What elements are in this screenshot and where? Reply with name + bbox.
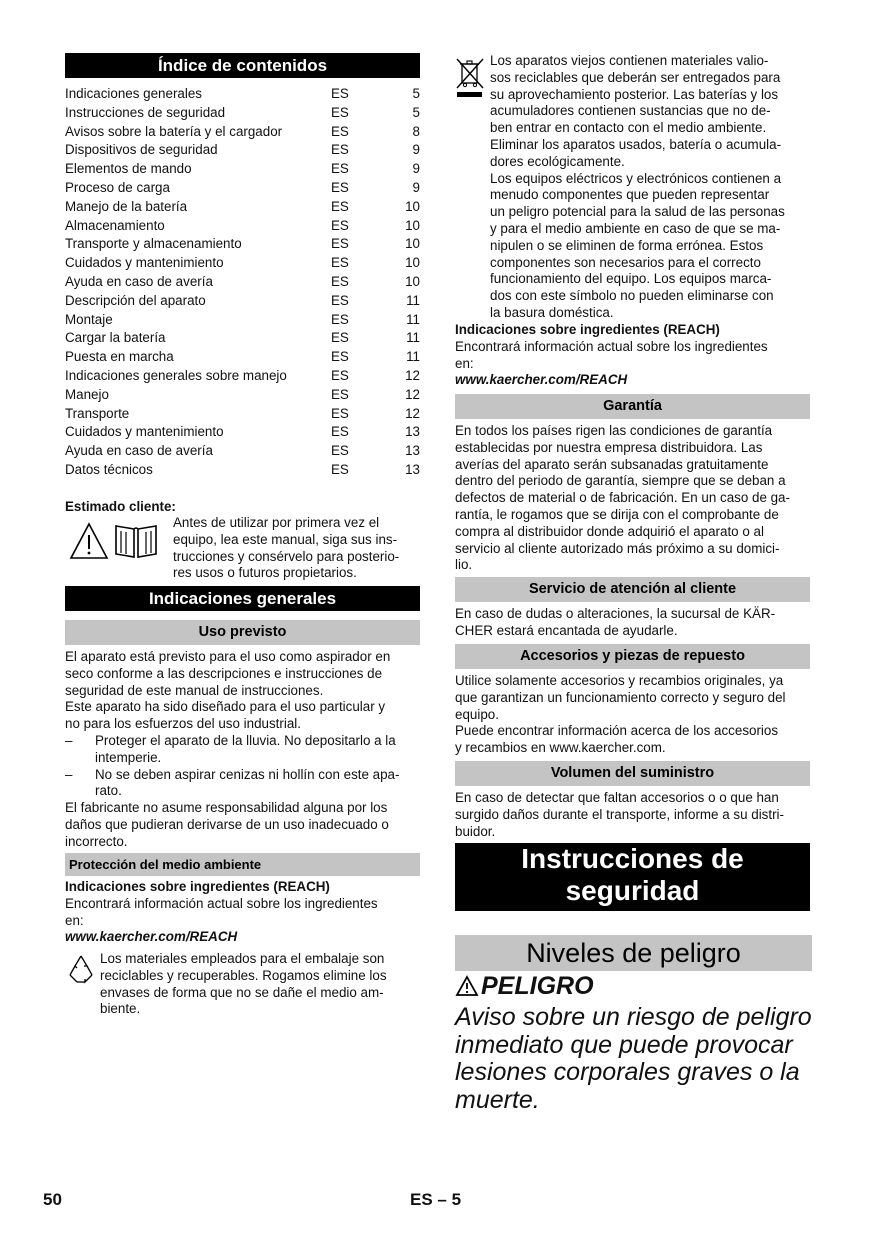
service-line: En caso de dudas o alteraciones, la sucursal de KÄR-: [455, 606, 776, 621]
toc-title: Descripción del aparato: [65, 292, 206, 308]
toc-row[interactable]: [65, 367, 420, 386]
toc-page: 12: [405, 386, 420, 402]
levels-heading: Niveles de peligro: [455, 935, 812, 971]
customer-text: [173, 515, 423, 582]
supply-line: buidor.: [455, 823, 496, 839]
toc-row[interactable]: [65, 348, 420, 367]
weee-line: dores ecológicamente.: [490, 153, 625, 169]
toc-title: Elementos de mando: [65, 161, 192, 177]
toc-title: Almacenamiento: [65, 217, 165, 233]
reach-block-right: [455, 322, 813, 389]
toc-lang: ES: [331, 273, 349, 289]
toc-lang: ES: [331, 386, 349, 402]
bullet-line: Proteger el aparato de la lluvia. No depositarlo a la: [95, 732, 396, 748]
toc-title: Avisos sobre la batería y el cargador: [65, 123, 283, 139]
use-line: seco conforme a las descripciones e instrucciones de: [65, 665, 383, 681]
danger-title: [455, 971, 815, 1004]
use-line: Este aparato ha sido diseñado para el uso particular y: [65, 699, 386, 715]
toc-row[interactable]: [65, 217, 420, 236]
toc-row[interactable]: [65, 329, 420, 348]
page-number: 50: [43, 1190, 62, 1209]
reach-title: Indicaciones sobre ingredientes (REACH): [455, 322, 720, 337]
toc-lang: ES: [331, 123, 349, 139]
customer-line: equipo, lea este manual, siga sus ins-: [173, 531, 398, 547]
toc-title: Puesta en marcha: [65, 349, 174, 365]
toc-lang: ES: [331, 461, 349, 477]
toc-lang: ES: [331, 330, 349, 346]
toc-page: 10: [405, 236, 420, 252]
toc-title: Montaje: [65, 311, 113, 327]
toc-row[interactable]: [65, 160, 420, 179]
accessories-line: equipo.: [455, 706, 499, 722]
use-heading: Uso previsto: [65, 620, 420, 645]
supply-line: En caso de detectar que faltan accesorios o o que han: [455, 790, 779, 805]
weee-line: Los equipos eléctricos y electrónicos contienen a: [490, 170, 782, 186]
toc-title: Ayuda en caso de avería: [65, 273, 213, 289]
toc-title: Transporte y almacenamiento: [65, 236, 242, 252]
danger-label: PELIGRO: [481, 972, 594, 1000]
bullet-item: [65, 767, 423, 801]
danger-line: muerte.: [455, 1085, 540, 1114]
toc-page: 10: [405, 217, 420, 233]
warranty-line: defectos de material o de fabricación. En un caso de ga-: [455, 490, 790, 506]
supply-heading: Volumen del suministro: [455, 761, 810, 786]
toc-title: Cargar la batería: [65, 330, 166, 346]
weee-line: nipulen o se eliminen de forma errónea. Estos: [490, 237, 764, 253]
toc-title: Indicaciones generales sobre manejo: [65, 367, 287, 383]
service-text: [455, 606, 813, 640]
toc-lang: ES: [331, 349, 349, 365]
reach-link[interactable]: www.kaercher.com/REACH: [65, 929, 238, 945]
toc-row[interactable]: [65, 85, 420, 104]
weee-line: un peligro potencial para la salud de las personas: [490, 204, 785, 220]
toc-row[interactable]: [65, 292, 420, 311]
toc-list: [65, 85, 420, 480]
toc-page: 9: [412, 142, 420, 158]
customer-line: trucciones y consérvelo para posterio-: [173, 548, 400, 564]
warning-triangle-icon: [69, 522, 109, 560]
toc-lang: ES: [331, 405, 349, 421]
recycle-line: Los materiales empleados para el embalaje son: [100, 951, 385, 966]
service-heading: Servicio de atención al cliente: [455, 577, 810, 602]
danger-line: inmediato que puede provocar: [455, 1030, 793, 1059]
recycle-icon: [65, 953, 97, 985]
toc-lang: ES: [331, 198, 349, 214]
toc-page: 9: [412, 161, 420, 177]
toc-row[interactable]: [65, 311, 420, 330]
safety-heading: [455, 843, 810, 911]
toc-lang: ES: [331, 236, 349, 252]
service-line: CHER estará encantada de ayudarle.: [455, 622, 678, 638]
manual-book-icon: [113, 522, 159, 560]
warranty-line: establecidas por nuestra empresa distribuidora. Las: [455, 439, 763, 455]
crossed-bin-icon: [455, 56, 485, 98]
toc-lang: ES: [331, 424, 349, 440]
toc-page: 13: [405, 443, 420, 459]
recycle-line: reciclables y recuperables. Rogamos elimine los: [100, 967, 387, 983]
toc-lang: ES: [331, 443, 349, 459]
weee-line: menudo componentes que pueden representar: [490, 187, 770, 203]
toc-lang: ES: [331, 255, 349, 271]
weee-line: funcionamiento del equipo. Los equipos marca-: [490, 271, 772, 287]
toc-title: Instrucciones de seguridad: [65, 104, 226, 120]
accessories-line: y recambios en www.kaercher.com.: [455, 740, 666, 756]
accessories-text: [455, 673, 813, 757]
weee-text: [490, 53, 815, 322]
weee-line: sos reciclables que deberán ser entregados para: [490, 69, 781, 85]
customer-title: Estimado cliente:: [65, 499, 176, 514]
use-line: daños que pudieran derivarse de un uso inadecuado o: [65, 816, 389, 832]
toc-row[interactable]: [65, 198, 420, 217]
danger-block: [455, 971, 815, 1114]
warranty-line: averías del aparato serán subsanadas gratuitamente: [455, 456, 769, 472]
use-line: incorrecto.: [65, 833, 128, 849]
toc-lang: ES: [331, 104, 349, 120]
reach-line: Encontrará información actual sobre los ingredientes: [455, 338, 768, 354]
safety-heading-line: seguridad: [565, 875, 700, 906]
weee-line: componentes son necesarios para el correcto: [490, 254, 761, 270]
customer-line: res usos o futuros propietarios.: [173, 565, 357, 581]
use-line: El aparato está previsto para el uso como aspirador en: [65, 649, 391, 664]
warranty-line: dentro del periodo de garantía, siempre que se deban a: [455, 473, 786, 489]
reach-line: en:: [455, 355, 474, 371]
toc-page: 13: [405, 424, 420, 440]
weee-line: y para el medio ambiente en caso de que se ma-: [490, 220, 781, 236]
toc-title: Indicaciones generales: [65, 86, 202, 101]
reach-line: en:: [65, 912, 84, 928]
toc-page: 11: [406, 292, 420, 308]
toc-lang: ES: [331, 142, 349, 158]
toc-lang: ES: [331, 86, 349, 101]
danger-line: lesiones corporales graves o la: [455, 1058, 800, 1086]
bullet-line: No se deben aspirar cenizas ni hollín con este apa-: [95, 766, 400, 782]
use-line: no para los esfuerzos del uso industrial.: [65, 716, 301, 732]
toc-title: Proceso de carga: [65, 179, 170, 195]
toc-page: 9: [412, 179, 420, 195]
use-line: El fabricante no asume responsabilidad alguna por los: [65, 800, 388, 816]
danger-line: Aviso sobre un riesgo de peligro: [455, 1003, 812, 1031]
general-heading: Indicaciones generales: [65, 586, 420, 611]
env-heading: Protección del medio ambiente: [65, 853, 420, 876]
warranty-heading: Garantía: [455, 394, 810, 419]
toc-title: Datos técnicos: [65, 461, 153, 477]
dash-marker: –: [65, 732, 73, 748]
bullet-line: rato.: [95, 783, 122, 799]
warranty-line: En todos los países rigen las condiciones de garantía: [455, 423, 773, 438]
dash-marker: –: [65, 766, 73, 782]
warranty-line: lio.: [455, 557, 473, 573]
toc-row[interactable]: [65, 461, 420, 480]
safety-heading-line: Instrucciones de: [521, 843, 744, 874]
warning-triangle-icon: [455, 974, 481, 1004]
toc-title: Manejo: [65, 386, 109, 402]
toc-row[interactable]: [65, 442, 420, 461]
weee-line: su aprovechamiento posterior. Las baterías y los: [490, 86, 779, 102]
toc-row[interactable]: [65, 405, 420, 424]
weee-line: Los aparatos viejos contienen materiales valio-: [490, 53, 769, 68]
bullet-item: [65, 733, 423, 767]
recycle-line: biente.: [100, 1001, 141, 1017]
weee-line: dos con este símbolo no pueden eliminarse con: [490, 288, 774, 304]
weee-line: acumuladores contienen sustancias que no de-: [490, 103, 771, 119]
warranty-line: rantía, le rogamos que se dirija con el comprobante de: [455, 506, 779, 522]
toc-page: 12: [405, 405, 420, 421]
toc-lang: ES: [331, 311, 349, 327]
toc-row[interactable]: [65, 235, 420, 254]
toc-page: 8: [412, 123, 420, 139]
toc-lang: ES: [331, 367, 349, 383]
weee-line: la basura doméstica.: [490, 304, 614, 320]
toc-lang: ES: [331, 161, 349, 177]
toc-row[interactable]: [65, 386, 420, 405]
toc-lang: ES: [331, 217, 349, 233]
recycle-line: envases de forma que no se dañe el medio am-: [100, 984, 384, 1000]
toc-title: Cuidados y mantenimiento: [65, 255, 224, 271]
toc-page: 5: [412, 104, 420, 120]
toc-page: 11: [406, 330, 420, 346]
toc-page: 11: [406, 349, 420, 365]
toc-page: 10: [405, 198, 420, 214]
weee-line: Eliminar los aparatos usados, batería o acumula-: [490, 136, 782, 152]
toc-page: 12: [405, 367, 420, 383]
reach-title: Indicaciones sobre ingredientes (REACH): [65, 879, 330, 894]
accessories-line: Puede encontrar información acerca de los accesorios: [455, 723, 779, 739]
toc-row[interactable]: [65, 104, 420, 123]
toc-row[interactable]: [65, 254, 420, 273]
toc-row[interactable]: [65, 423, 420, 442]
section-page: ES – 5: [410, 1190, 462, 1209]
reach-block: [65, 879, 423, 946]
accessories-line: que garantizan un funcionamiento correcto y seguro del: [455, 689, 786, 705]
toc-row[interactable]: [65, 179, 420, 198]
recycle-text: [100, 951, 422, 1018]
toc-title: Manejo de la batería: [65, 198, 188, 214]
toc-page: 11: [406, 311, 420, 327]
accessories-heading: Accesorios y piezas de repuesto: [455, 644, 810, 669]
supply-text: [455, 790, 813, 840]
toc-lang: ES: [331, 292, 349, 308]
toc-title: Cuidados y mantenimiento: [65, 424, 224, 440]
toc-heading: Índice de contenidos: [65, 53, 420, 78]
weee-line: ben entrar en contacto con el medio ambiente.: [490, 120, 767, 136]
bullet-line: intemperie.: [95, 749, 162, 765]
warranty-line: compra al distribuidor donde adquirió el aparato o al: [455, 523, 764, 539]
accessories-line: Utilice solamente accesorios y recambios originales, ya: [455, 673, 784, 688]
toc-title: Dispositivos de seguridad: [65, 142, 218, 158]
toc-page: 10: [405, 255, 420, 271]
toc-page: 5: [412, 86, 420, 101]
toc-title: Transporte: [65, 405, 130, 421]
use-text: [65, 649, 423, 851]
use-line: seguridad de este manual de instrucciones.: [65, 682, 324, 698]
toc-page: 13: [405, 461, 420, 477]
reach-line: Encontrará información actual sobre los ingredientes: [65, 895, 378, 911]
toc-title: Ayuda en caso de avería: [65, 443, 213, 459]
warranty-text: [455, 423, 813, 574]
supply-line: surgido daños durante el transporte, informe a su distri-: [455, 806, 784, 822]
toc-row[interactable]: [65, 273, 420, 292]
toc-row[interactable]: [65, 123, 420, 142]
reach-link[interactable]: www.kaercher.com/REACH: [455, 372, 628, 388]
toc-lang: ES: [331, 179, 349, 195]
customer-line: Antes de utilizar por primera vez el: [173, 515, 380, 530]
warranty-line: servicio al cliente autorizado más próximo a su domici-: [455, 540, 780, 556]
toc-row[interactable]: [65, 141, 420, 160]
toc-page: 10: [405, 273, 420, 289]
